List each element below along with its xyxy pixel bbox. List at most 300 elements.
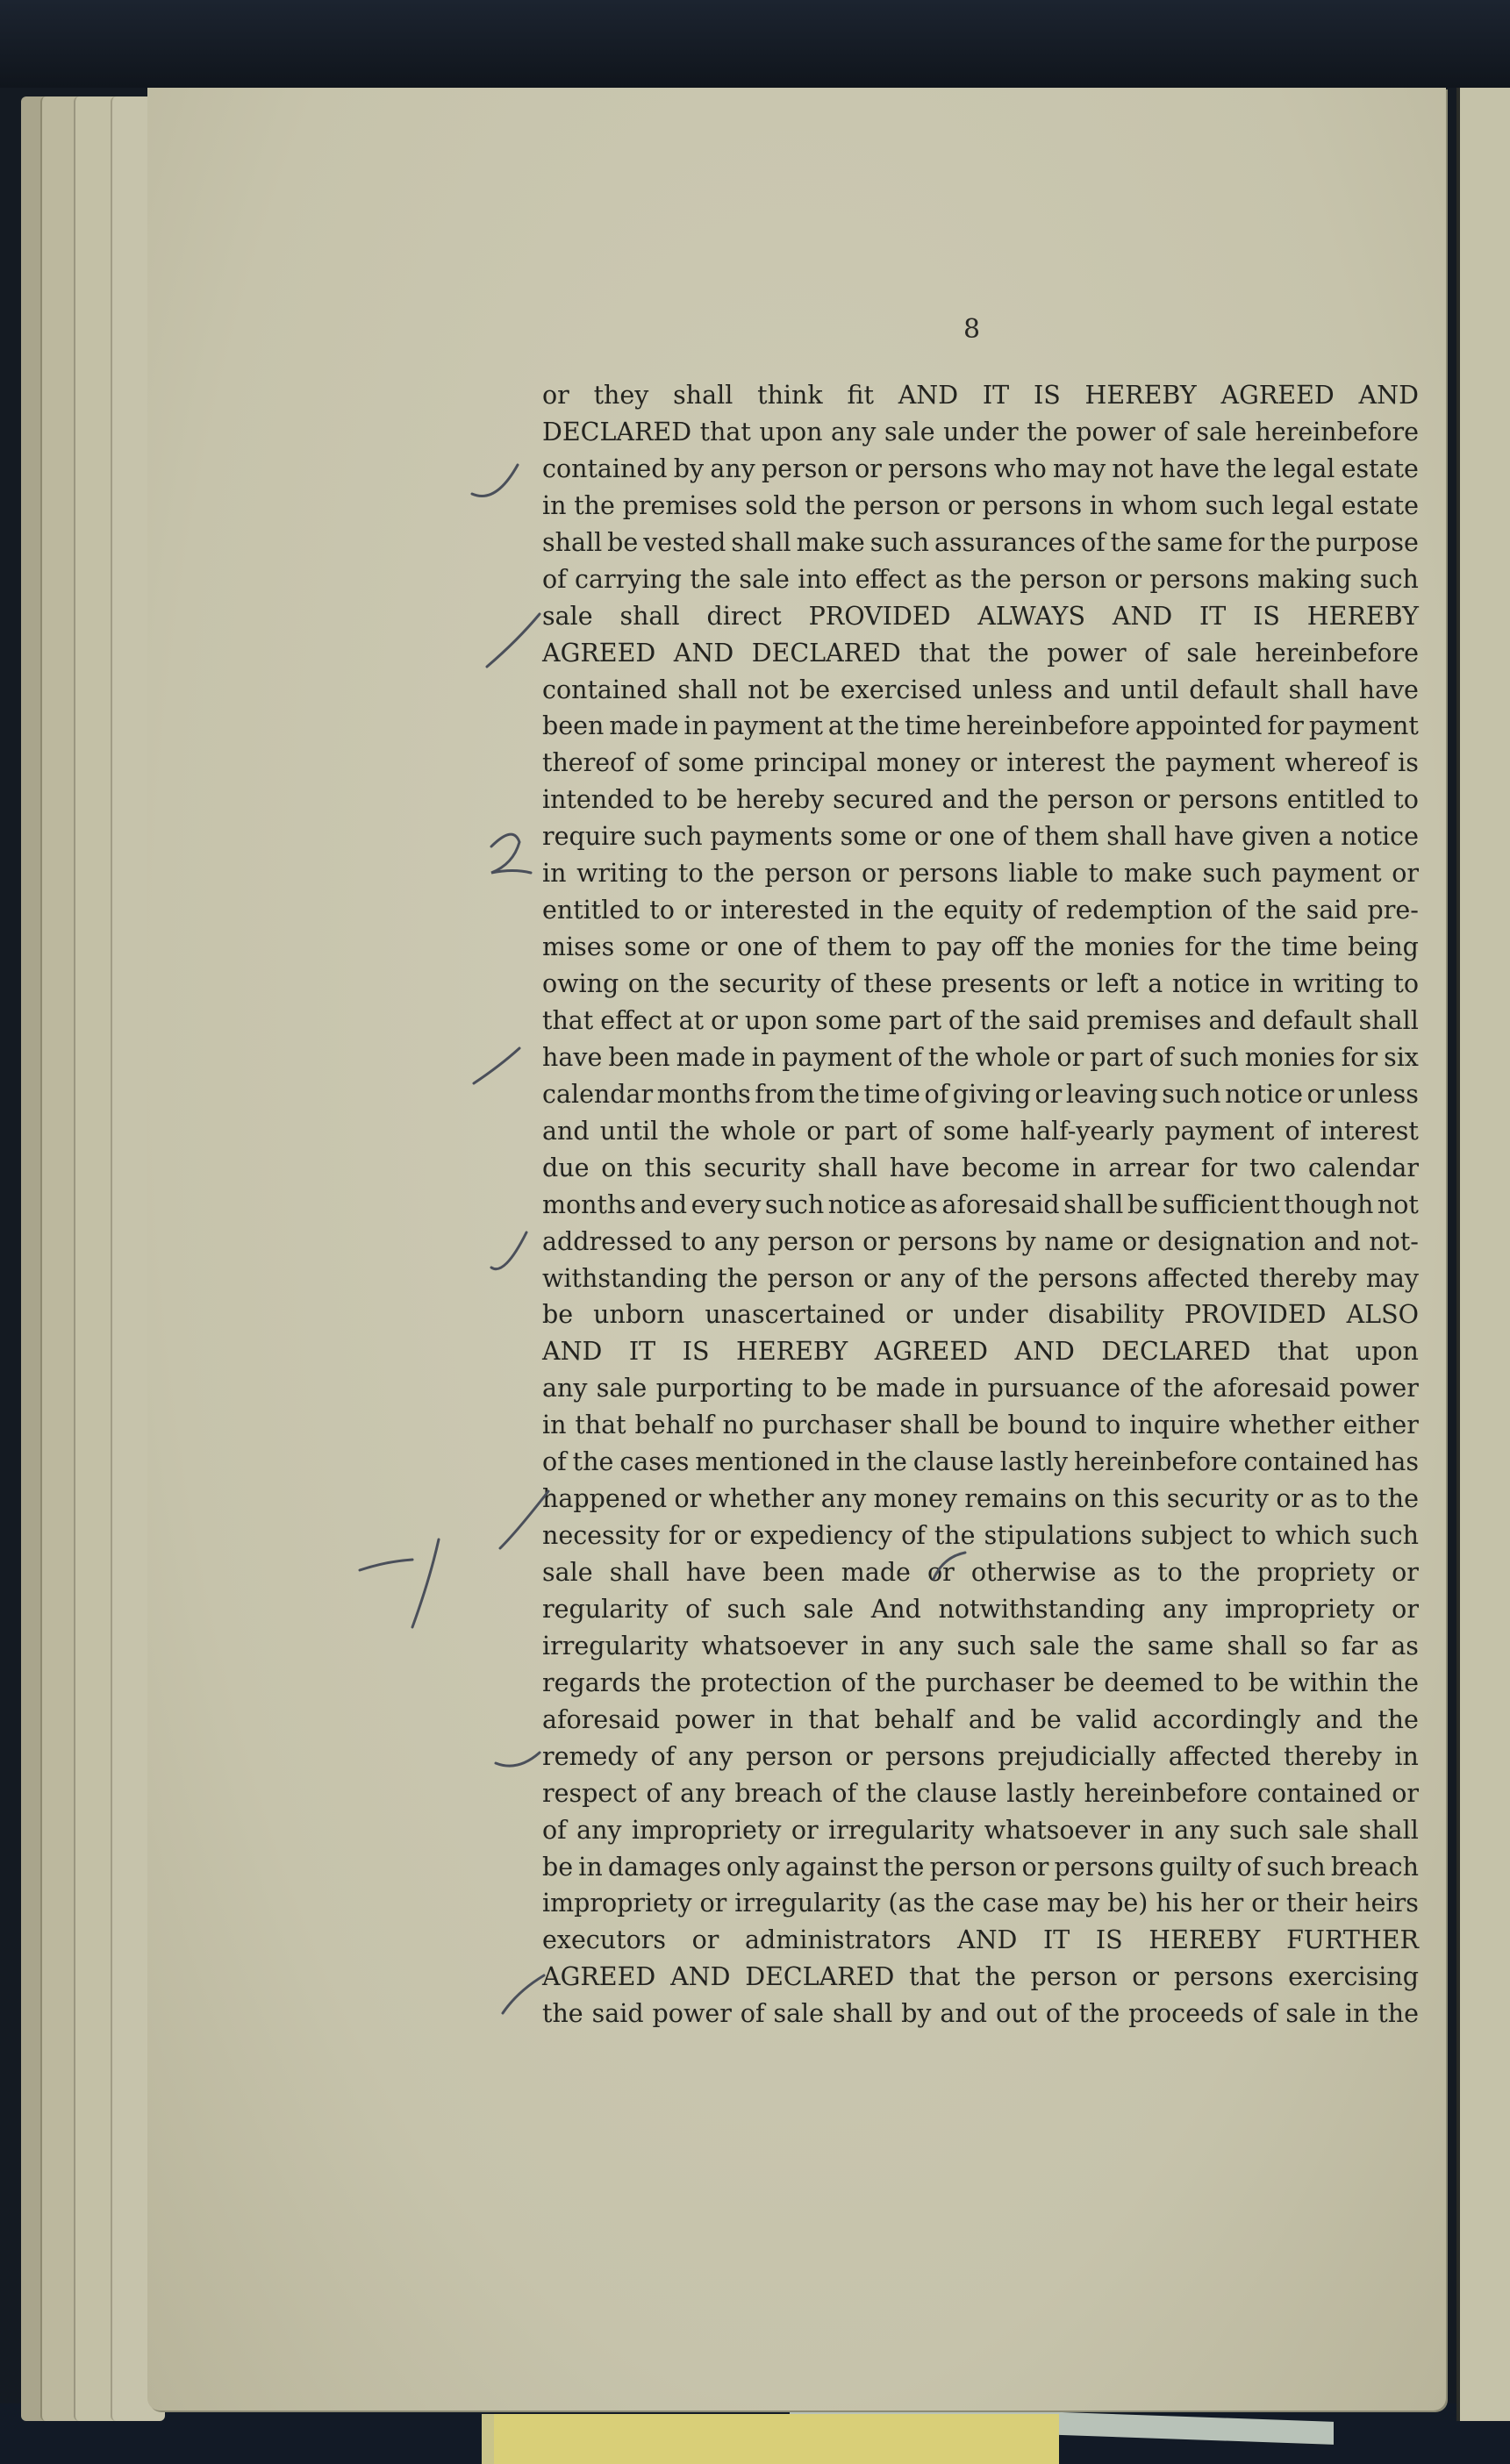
word: be [1030,1704,1062,1734]
word: same [1147,1631,1214,1661]
word: shall [542,527,603,557]
word: any [831,417,877,446]
word: any [680,1778,726,1808]
word: person [853,490,941,520]
word: on [601,1153,633,1182]
word: persons [888,454,988,483]
word: and [1063,675,1111,704]
word: ALSO [1346,1300,1419,1330]
word: until [1120,675,1179,704]
word: sale [542,601,593,631]
word: the [875,1668,917,1697]
word: or [970,748,998,778]
word: the [934,1889,975,1918]
word: or [1251,1889,1278,1918]
word: direct [706,601,782,631]
word: power [1339,1374,1419,1403]
word: and [940,1999,988,2029]
word: some [942,1116,1010,1146]
word: the [1256,896,1297,925]
word: lastly [1006,1778,1075,1808]
word: such [726,1594,786,1624]
word: the [970,564,1012,594]
word: sale [1298,1815,1349,1845]
word: And [870,1594,921,1624]
word: bound [1007,1411,1087,1440]
word: any [710,454,755,483]
tick-mark-icon [500,1491,548,1548]
word: only [726,1852,780,1882]
word: sale [739,564,790,594]
word: the [1110,527,1152,557]
word: shall [817,1153,878,1182]
word: made [676,1042,746,1072]
word: payments [710,822,833,852]
word: in [751,1042,776,1072]
word: HEREBY [1084,381,1197,410]
word: or [791,1815,819,1845]
word: AND [673,638,734,668]
word: fit [847,381,874,410]
word: and [1315,1704,1363,1734]
word: at [827,711,854,741]
page-number: 8 [963,314,981,345]
word: payment [782,1042,892,1072]
word: affected [1147,1263,1250,1293]
word: AND [1358,381,1419,410]
word: writing [576,859,669,889]
word: notice [1171,969,1250,998]
word: his [1156,1889,1193,1918]
word: six [1384,1042,1419,1072]
word: such [1359,1521,1419,1551]
word: payment [1165,748,1276,778]
word: whatsoever [701,1631,848,1661]
word: impropriety [631,1815,782,1845]
word: IS [1095,1925,1123,1955]
insertion-mark-icon [934,1553,965,1579]
word: of [832,1778,857,1808]
word: as [1310,1484,1339,1514]
word: behalf [634,1411,714,1440]
word: and [1313,1226,1361,1256]
word: irregularity [827,1815,975,1845]
word: person [1030,1962,1118,1992]
word: the [998,785,1039,815]
word: any [687,1741,734,1771]
word: of [1045,1999,1070,2029]
word: otherwise [970,1558,1097,1587]
word: or [1056,1042,1084,1072]
word: this [644,1153,692,1182]
word: person [764,859,852,889]
word: being [1348,932,1419,962]
word: such [870,527,929,557]
word: is [1398,748,1419,778]
word: the [1378,1999,1419,2029]
word: them [827,932,892,962]
word: the [927,1042,970,1072]
word: of [1285,1116,1310,1146]
word: person [929,1852,1017,1882]
word: by [1005,1226,1036,1256]
word: calendar [542,1079,654,1109]
word: whereof [1285,748,1389,778]
word: contained [542,454,668,483]
word: (as [888,1889,927,1918]
word: time [1281,932,1338,962]
tick-mark-icon [496,1753,540,1766]
word: power [1076,417,1156,446]
word: arrear [1108,1153,1190,1182]
word: the [1114,748,1156,778]
word: in [1344,1999,1370,2029]
word: shall [1227,1631,1287,1661]
word: payment [712,711,823,741]
word: or [683,896,712,925]
word: DECLARED [745,1962,895,1992]
word: upon [744,1005,809,1035]
word: and [1208,1005,1256,1035]
word: sale [596,1374,648,1403]
word: accordingly [1152,1704,1301,1734]
word: breach [734,1778,823,1808]
word: principal [754,748,867,778]
word: in [1394,1741,1419,1771]
word: sufficient [1162,1189,1280,1219]
word: of [898,1042,922,1072]
word: and [640,1189,688,1219]
word: such [1162,1079,1221,1109]
word: the [934,1521,976,1551]
word: whether [1228,1411,1335,1440]
word: prejudicially [998,1741,1156,1771]
word: for [1341,1042,1378,1072]
word: of [948,1005,973,1035]
word: to [1157,1558,1183,1587]
cross-mark-icon [360,1539,439,1627]
word: in [1072,1153,1097,1182]
word: some [815,1005,882,1035]
word: lastly [999,1447,1069,1477]
word: money [876,748,961,778]
word: or [1021,1852,1049,1882]
word: of [792,932,818,962]
word: unascertained [705,1300,886,1330]
word: been [608,1042,670,1072]
word: security [1166,1484,1270,1514]
word: for [1184,932,1221,962]
word: DECLARED [1101,1337,1251,1367]
word: may [1047,1889,1100,1918]
word: under [953,1300,1028,1330]
word: the [669,1116,711,1146]
word: presents [941,969,1051,998]
word: person [767,1263,855,1293]
word: have [1159,454,1220,483]
word: any [899,1263,946,1293]
word: shall [677,675,738,704]
word: AGREED [1220,381,1335,410]
word: to [1241,1521,1267,1551]
word: interest [1320,1116,1419,1146]
word: for [1227,527,1265,557]
word: thereby [1258,1263,1357,1293]
word: PROVIDED [808,601,951,631]
word: no [722,1411,755,1440]
word: have [685,1558,747,1587]
word: shall [1358,1815,1419,1845]
word: DECLARED [751,638,901,668]
word: exercising [1288,1962,1419,1992]
word: unborn [593,1300,685,1330]
word: be [1063,1668,1095,1697]
word: shall [609,1558,669,1587]
word: persons [1149,564,1249,594]
word: half-yearly [1020,1116,1155,1146]
word: to [1095,1411,1121,1440]
word: in [1140,1815,1164,1845]
word: interested [720,896,850,925]
word: security [703,1153,806,1182]
word: them [1034,822,1099,852]
word: persons [982,490,1083,520]
word: DECLARED [542,417,692,446]
word: person [1047,785,1134,815]
word: of [1149,1042,1174,1072]
word: or [542,381,569,410]
word: or [699,1889,727,1918]
word: may [1365,1263,1419,1293]
word: effect [855,564,927,594]
word: on [1074,1484,1106,1514]
word: sold [745,490,798,520]
word: have [1174,822,1234,852]
word: at [678,1005,705,1035]
word: be [542,1300,574,1330]
word: has [1374,1447,1419,1477]
word: under [943,417,1019,446]
word: be [799,675,831,704]
word: months [656,1079,751,1109]
word: withstanding [542,1263,708,1293]
word: propriety [1256,1558,1376,1587]
word: shall [673,381,734,410]
word: HEREBY [1149,1925,1261,1955]
word: shall [731,527,791,557]
word: legal [1271,490,1334,520]
word: persons [898,1226,998,1256]
word: who [993,454,1047,483]
word: any [576,1815,622,1845]
word: to [1213,1668,1239,1697]
word: the [572,1447,614,1477]
word: think [757,381,823,410]
word: that [909,1962,961,1992]
word: or [1392,1594,1419,1624]
word: persons [1038,1263,1138,1293]
word: be [542,1852,574,1882]
word: to [678,859,704,889]
word: some [624,932,691,962]
word: that [542,1005,594,1035]
word: proceeds [1128,1999,1244,2029]
word: and [542,1116,590,1146]
word: power [652,1999,732,2029]
word: of [841,1668,866,1697]
word: irregularity [734,1889,881,1918]
word: the [1199,1558,1241,1587]
word: shall [1063,1189,1124,1219]
word: and [968,1704,1016,1734]
word: persons [898,859,998,889]
word: whether [708,1484,814,1514]
word: shall [899,1411,960,1440]
word: estate [1341,454,1419,483]
word: AND [670,1962,731,1992]
word: shall [1288,675,1349,704]
word: such [1205,490,1264,520]
word: sale [1196,417,1247,446]
word: require [542,822,636,852]
word: made [876,1374,946,1403]
word: cases [619,1447,690,1477]
tick-mark-icon [503,1975,544,2013]
word: whom [1121,490,1198,520]
word: the [1034,932,1075,962]
word: been [542,711,605,741]
word: or [674,1484,702,1514]
word: such [956,1631,1016,1661]
word: be [836,1374,868,1403]
word: PROVIDED [1184,1300,1327,1330]
word: in [683,711,708,741]
word: or [1306,1079,1335,1109]
word: in [769,1704,794,1734]
word: impropriety [542,1889,692,1918]
word: to [1393,785,1419,815]
word: of [1221,896,1247,925]
word: part [888,1005,942,1035]
word: be [1248,1668,1279,1697]
word: or [927,1558,955,1587]
word: upon [759,417,823,446]
word: from [755,1079,815,1109]
word: persons [885,1741,985,1771]
word: off [991,932,1024,962]
word: and [941,785,990,815]
word: in [542,490,567,520]
word: shall [832,1999,893,2029]
word: IS [1033,381,1061,410]
word: such [1202,859,1262,889]
word: that [919,638,970,668]
word: sale [803,1594,855,1624]
word: not- [1369,1226,1419,1256]
word: or [948,490,975,520]
word: or [1276,1484,1304,1514]
word: persons [1178,785,1278,815]
word: secured [833,785,934,815]
word: part [1090,1042,1143,1072]
word: breach [1330,1852,1419,1882]
word: clause [916,1778,998,1808]
word: AND [1014,1337,1075,1367]
word: IT [982,381,1010,410]
word: premises [1086,1005,1202,1035]
word: contained [1243,1447,1370,1477]
word: left [1096,969,1139,998]
word: whole [720,1116,797,1146]
word: the [574,490,615,520]
word: person [762,454,848,483]
word: of [901,1521,926,1551]
word: to [1345,1484,1370,1514]
word: such [1179,1042,1239,1072]
word: or [1392,1558,1419,1587]
word: as [1391,1631,1419,1661]
word: be [607,527,639,557]
word: within [1288,1668,1369,1697]
word: to [1393,969,1419,998]
word: writing [1292,969,1385,998]
word: payment [1164,1116,1275,1146]
word: pre- [1367,896,1419,925]
word: this [1113,1484,1160,1514]
word: that [575,1411,626,1440]
word: money [873,1484,958,1514]
word: time [904,711,962,741]
word: or [905,1300,933,1330]
word: to [1088,859,1114,889]
word: the [805,490,846,520]
word: the [542,1999,583,2029]
word: whatsoever [984,1815,1131,1845]
word: months [542,1189,636,1219]
word: have [889,1153,950,1182]
word: which [1275,1521,1351,1551]
word: not [1377,1189,1419,1219]
tick-mark-icon [472,465,518,496]
word: of [1032,896,1057,925]
word: administrators [745,1925,932,1955]
word: to [802,1374,827,1403]
word: appointed [1134,711,1263,741]
word: due [542,1153,590,1182]
word: unless [1337,1079,1419,1109]
word: or [691,1925,719,1955]
word: IT [1043,1925,1070,1955]
word: be [697,785,728,815]
word: ALWAYS [977,601,1085,631]
word: aforesaid [1213,1374,1331,1403]
word: far [1341,1631,1378,1661]
word: executors [542,1925,666,1955]
word: or [713,1521,741,1551]
word: in [542,1411,567,1440]
word: AND [898,381,959,410]
word: deemed [1104,1668,1205,1697]
word: the [1092,1631,1134,1661]
word: clause [912,1447,994,1477]
word: so [1299,1631,1328,1661]
word: in [861,1631,885,1661]
word: aforesaid [542,1704,661,1734]
word: making [1257,564,1352,594]
word: entitled [542,896,640,925]
word: subject [1141,1521,1233,1551]
word: or [1114,564,1142,594]
